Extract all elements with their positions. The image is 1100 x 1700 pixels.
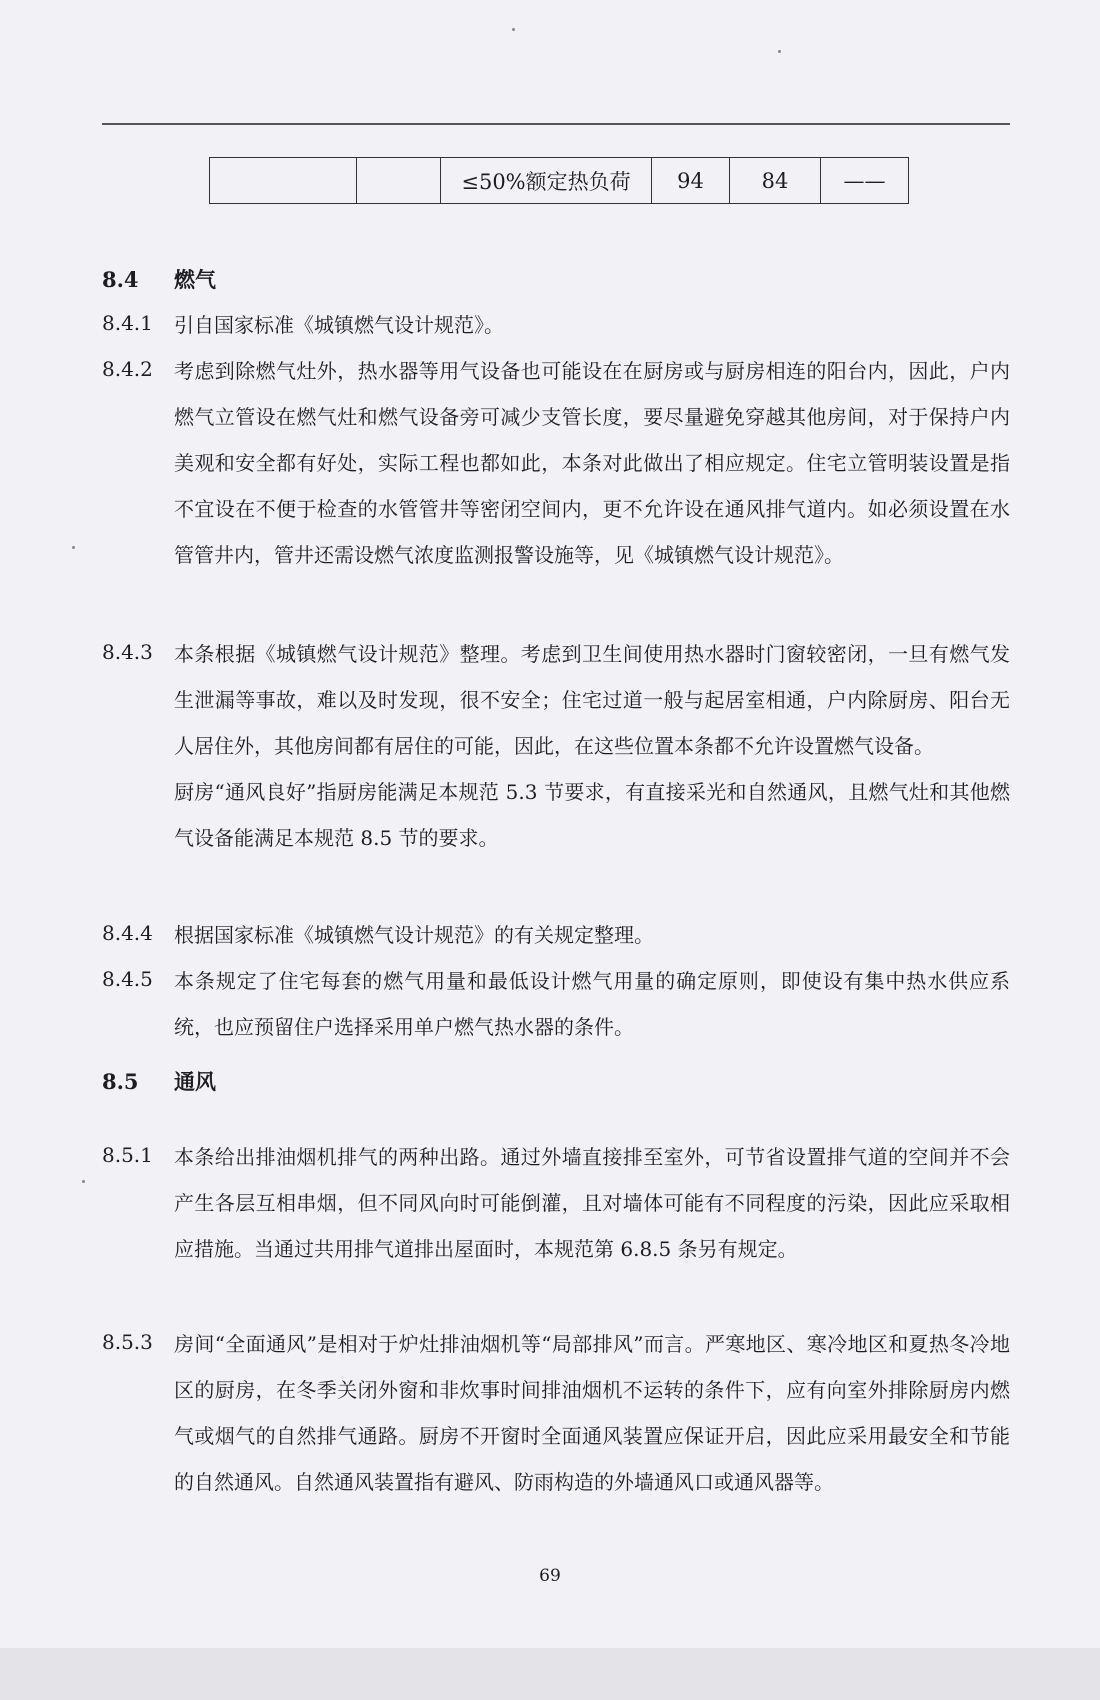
clause-number: 8.4.3 — [102, 640, 153, 664]
clause-8-4-4 — [102, 921, 1010, 958]
clause-8-5-3 — [102, 1330, 1010, 1505]
clause-number: 8.4.2 — [102, 357, 153, 381]
clause-text: 根据国家标准《城镇燃气设计规范》的有关规定整理。 — [174, 923, 654, 947]
clause-text: 本条规定了住宅每套的燃气用量和最低设计燃气用量的确定原则，即使设有集中热水供应系统，也应预留住户选择采用单户燃气热水器的条件。 — [174, 969, 1010, 1039]
clause-number: 8.5.3 — [102, 1330, 153, 1354]
header-rule — [102, 123, 1010, 125]
table-cell — [210, 158, 357, 204]
clause-text: 本条根据《城镇燃气设计规范》整理。考虑到卫生间使用热水器时门窗较密闭，一旦有燃气发生泄漏等事故，难以及时发现，很不安全；住宅过道一般与起居室相通，户内除厨房、阳台无人居住外，其他房间都有居住的可能，因此，在这些位置本条都不允许设置燃气设备。 — [174, 642, 1010, 758]
table-row — [210, 158, 909, 204]
page-number: 69 — [539, 1566, 561, 1586]
section-heading-8-5 — [102, 1066, 216, 1096]
clause-text: 考虑到除燃气灶外，热水器等用气设备也可能设在在厨房或与厨房相连的阳台内，因此，户内燃气立管设在燃气灶和燃气设备旁可减少支管长度，要尽量避免穿越其他房间，对于保持户内美观和安全都有好处，实际工程也都如此，本条对此做出了相应规定。住宅立管明装设置是指不宜设在不便于检查的水管管井等密闭空间内，更不允许设在通风排气道内。如必须设置在水管管井内，管井还需设燃气浓度监测报警设施等，见《城镇燃气设计规范》。 — [174, 359, 1010, 567]
clause-text: 房间“全面通风”是相对于炉灶排油烟机等“局部排风”而言。严寒地区、寒冷地区和夏热冬冷地区的厨房，在冬季关闭外窗和非炊事时间排油烟机不运转的条件下，应有向室外排除厨房内燃气或烟气的自然排气通路。厨房不开窗时全面通风装置应保证开启，因此应采用最安全和节能的自然通风。自然通风装置指有避风、防雨构造的外墙通风口或通风器等。 — [174, 1332, 1010, 1494]
clause-number: 8.4.1 — [102, 311, 153, 335]
scan-bottom-strip — [0, 1648, 1100, 1700]
scan-speck — [512, 28, 515, 31]
scan-speck — [778, 50, 781, 53]
clause-8-4-3 — [102, 640, 1010, 861]
clause-8-4-5 — [102, 967, 1010, 1050]
scan-speck — [72, 546, 75, 549]
section-number: 8.5 — [102, 1069, 139, 1094]
section-title: 通风 — [174, 1069, 216, 1094]
scan-speck — [82, 1180, 85, 1183]
table-cell: 94 — [652, 158, 730, 204]
section-title: 燃气 — [174, 267, 216, 292]
clause-8-4-1 — [102, 311, 1010, 348]
clause-8-4-2 — [102, 357, 1010, 578]
clause-number: 8.4.5 — [102, 967, 153, 991]
table-cell: —— — [821, 158, 909, 204]
clause-number: 8.4.4 — [102, 921, 153, 945]
continued-table — [209, 157, 909, 204]
clause-text-continued: 厨房“通风良好”指厨房能满足本规范 5.3 节要求，有直接采光和自然通风，且燃气灶和其他燃气设备能满足本规范 8.5 节的要求。 — [174, 780, 1010, 850]
section-heading-8-4 — [102, 264, 216, 294]
table-cell: ≤50%额定热负荷 — [441, 158, 652, 204]
table-cell: 84 — [730, 158, 821, 204]
table-cell — [357, 158, 441, 204]
clause-number: 8.5.1 — [102, 1143, 153, 1167]
section-number: 8.4 — [102, 267, 139, 292]
clause-text: 本条给出排油烟机排气的两种出路。通过外墙直接排至室外，可节省设置排气道的空间并不会产生各层互相串烟，但不同风向时可能倒灌，且对墙体可能有不同程度的污染，因此应采取相应措施。当通过共用排气道排出屋面时，本规范第 6.8.5 条另有规定。 — [174, 1145, 1010, 1261]
clause-text: 引自国家标准《城镇燃气设计规范》。 — [174, 313, 504, 337]
clause-8-5-1 — [102, 1143, 1010, 1272]
